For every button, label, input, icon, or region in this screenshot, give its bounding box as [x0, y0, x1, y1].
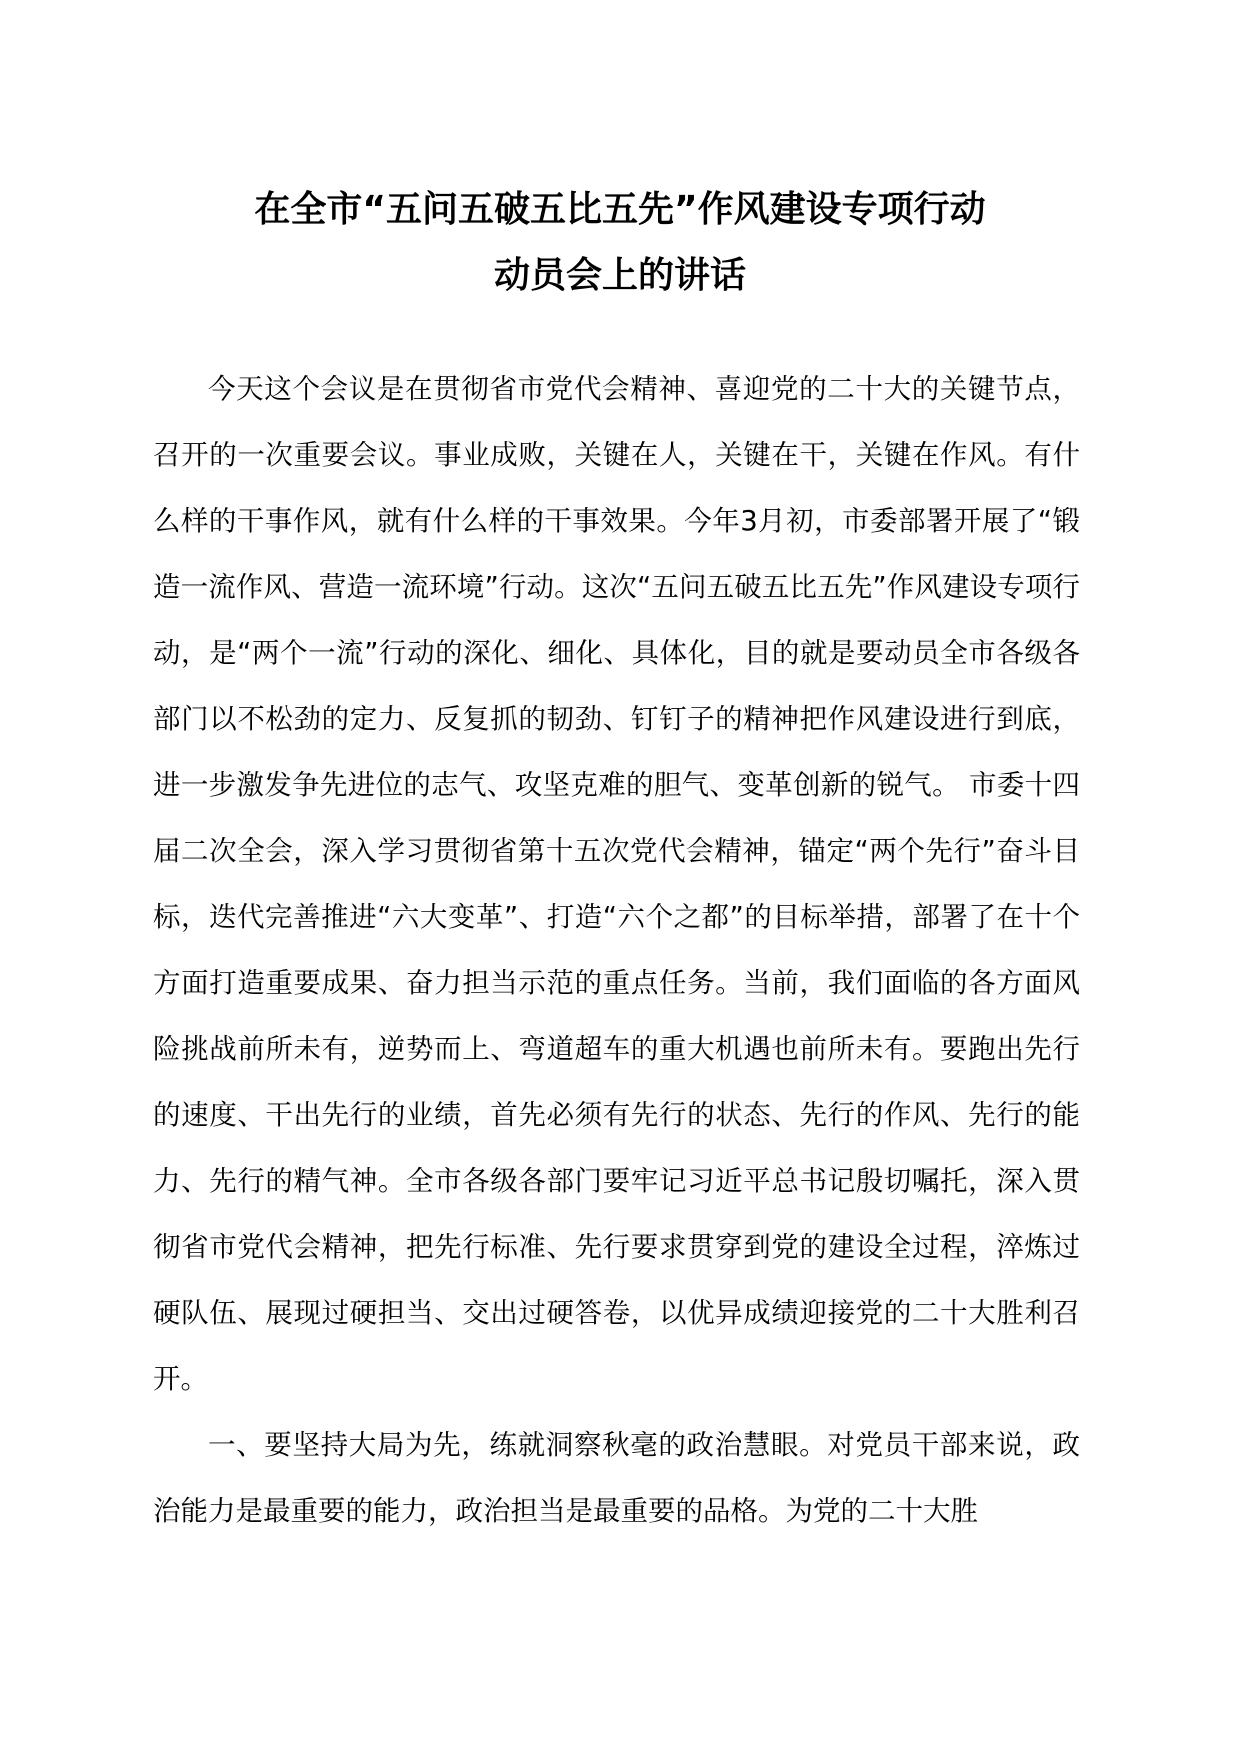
document-body [153, 356, 1080, 1544]
document-title-line-2: 动员会上的讲话 [493, 255, 746, 296]
document-title-line-1: 在全市“五问五破五比五先”作风建设专项行动 [254, 189, 986, 230]
body-paragraph: 今天这个会议是在贯彻省市党代会精神、喜迎党的二十大的关键节点，召开的一次重要会议。事业成败，关键在人，关键在干，关键在作风。有什么样的干事作风，就有什么样的干事效果。今年3月初，市委部署开展了“锻造一流作风、营造一流环境”行动。这次“五问五破五比五先”作风建设专项行动，是“两个一流”行动的深化、细化、具体化，目的就是要动员全市各级各部门以不松劲的定力、反复抓的韧劲、钉钉子的精神把作风建设进行到底，进一步激发争先进位的志气、攻坚克难的胆气、变革创新的锐气。 市委十四届二次全会，深入学习贯彻省第十五次党代会精神，锚定“两个先行”奋斗目标，迭代完善推进“六大变革”、打造“六个之都”的目标举措，部署了在十个方面打造重要成果、奋力担当示范的重点任务。当前，我们面临的各方面风险挑战前所未有，逆势而上、弯道超车的重大机遇也前所未有。要跑出先行的速度、干出先行的业绩，首先必须有先行的状态、先行的作风、先行的能力、先行的精气神。全市各级各部门要牢记习近平总书记殷切嘱托，深入贯彻省市党代会精神，把先行标准、先行要求贯穿到党的建设全过程，淬炼过硬队伍、展现过硬担当、交出过硬答卷，以优异成绩迎接党的二十大胜利召开。 [153, 373, 1080, 1395]
body-paragraph: 一、要坚持大局为先，练就洞察秋毫的政治慧眼。对党员干部来说，政治能力是最重要的能力，政治担当是最重要的品格。为党的二十大胜 [153, 1429, 1080, 1527]
